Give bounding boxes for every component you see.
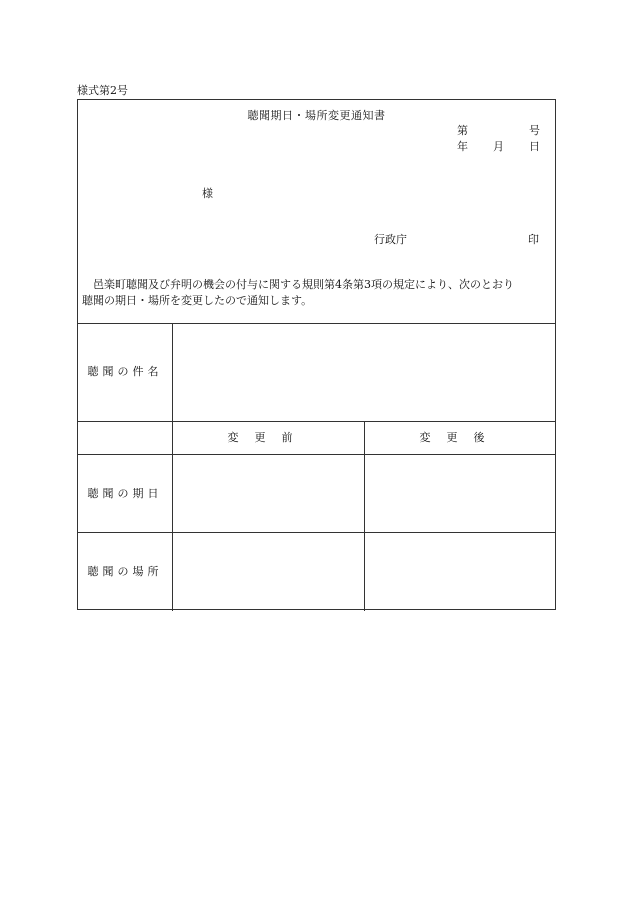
case-name-cell: [173, 324, 556, 421]
form-number-label: 様式第2号: [77, 84, 128, 97]
number-prefix: 第: [457, 124, 468, 137]
place-after-cell: [365, 533, 556, 610]
hearing-date-label: 聴聞の期日: [87, 487, 163, 500]
date-year: 年: [457, 140, 468, 153]
number-suffix: 号: [529, 124, 540, 137]
seal-mark: 印: [528, 233, 539, 246]
date-month: 月: [493, 140, 504, 153]
body-line-2: 聴聞の期日・場所を変更したので通知します。: [82, 294, 313, 307]
date-after-cell: [365, 455, 556, 532]
hearing-place-label: 聴聞の場所: [87, 565, 163, 578]
notice-form: [77, 99, 556, 610]
body-line-1: 邑楽町聴聞及び弁明の機会の付与に関する規則第4条第3項の規定により、次のとおり: [93, 278, 514, 291]
before-change-header: 変更前: [227, 431, 309, 444]
issuer-name: 行政庁: [374, 233, 407, 246]
document-title: 聴聞期日・場所変更通知書: [247, 109, 386, 122]
after-change-header: 変更後: [419, 431, 501, 444]
header-row-top-rule: [78, 421, 555, 422]
date-before-cell: [173, 455, 364, 532]
case-name-label: 聴聞の件名: [87, 365, 163, 378]
date-day: 日: [529, 140, 540, 153]
addressee-suffix: 様: [202, 187, 213, 200]
place-before-cell: [173, 533, 364, 610]
notice-body: [82, 277, 552, 309]
